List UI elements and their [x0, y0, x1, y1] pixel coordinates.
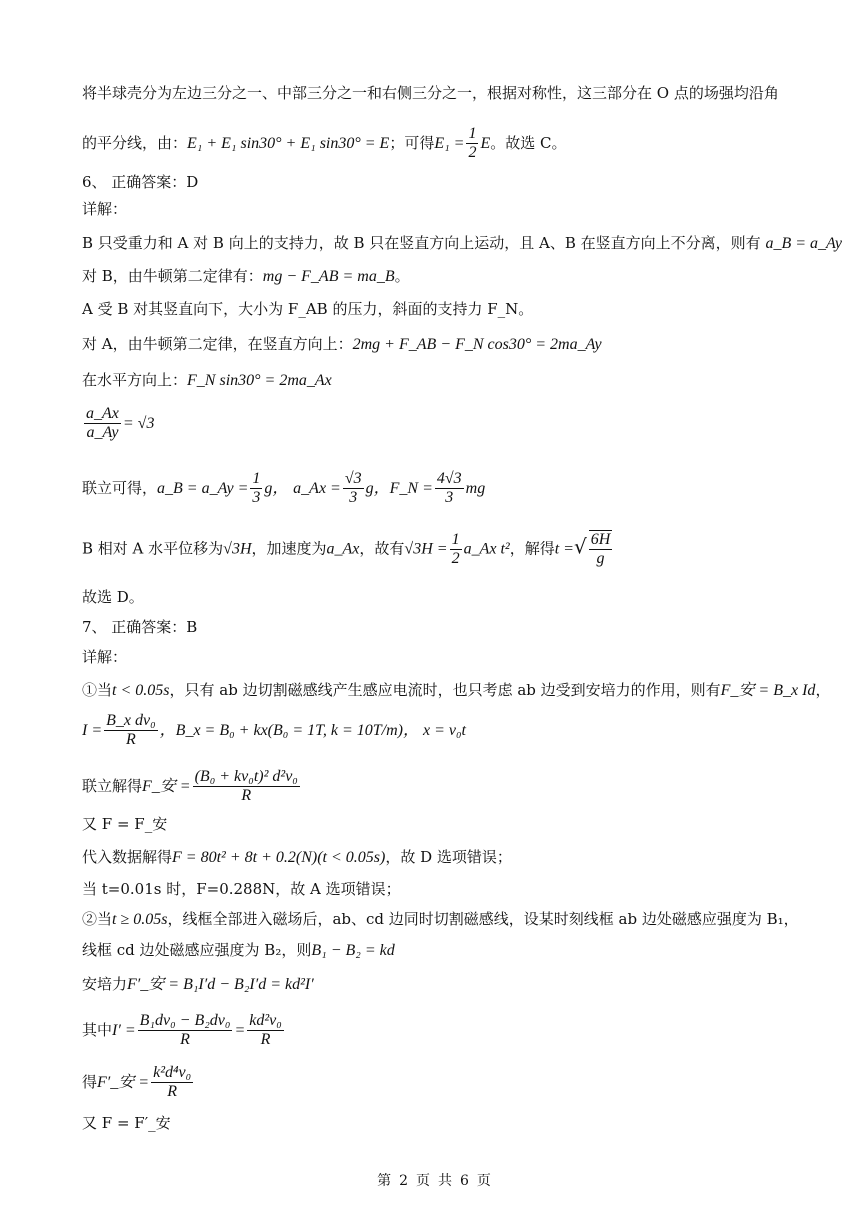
text-line-7e: 代入数据解得F = 80t² + 8t + 0.2(N)(t < 0.05s)，故 D 选项错误；: [82, 848, 512, 866]
text-line-7i: 安培力F′_安 = B₁I′d − B₂I′d = kd²I′: [82, 975, 314, 993]
text-line-1: 将半球壳分为左边三分之一、中部三分之一和右侧三分之一，根据对称性，这三部分在 O 点的场强均沿角: [82, 84, 779, 102]
text-line-6a: B 只受重力和 A 对 B 向上的支持力，故 B 只在竖直方向上运动，且 A、B 在竖直方向上不分离，则有 a_B = a_Ay: [82, 234, 843, 252]
fraction: $\frac{\text{B\_x dv₀}}{R}$: [106, 712, 156, 749]
text-line-7j: 其中I′ = $\frac{\text{B₁dv₀ − B₂dv₀}}{R}$ = $\frac{\text{kd²v₀}}{R}$: [82, 1012, 282, 1049]
text-line-7k: 得F′_安 = $\frac{\text{k²d⁴v₀}}{R}$: [82, 1064, 192, 1101]
text-line-6f: $\frac{a\_Ax}{a\_Ay}$ = √3: [86, 405, 155, 442]
answer-6-heading: 6、 正确答案：D: [82, 173, 199, 191]
fraction: $\frac{1}{2}$: [468, 125, 477, 162]
text-line-6d: 对 A，由牛顿第二定律，在竖直方向上：2mg + F_AB − F_N cos30° = 2ma_Ay: [82, 335, 602, 353]
sqrt-fraction: $\frac{6H}{g}$: [590, 531, 611, 568]
text-line-7f: 当 t=0.01s 时，F=0.288N，故 A 选项错误；: [82, 880, 401, 898]
fraction: $\frac{a\_Ax}{a\_Ay}$: [86, 405, 119, 442]
text-line-6i: 故选 D。: [82, 588, 144, 606]
fraction: $\frac{\text{B₁dv₀ − B₂dv₀}}{R}$: [139, 1012, 231, 1049]
detail-label-6: 详解：: [82, 200, 128, 218]
fraction: $\frac{1}{3}$: [252, 470, 261, 507]
fraction: $\frac{√3}{3}$: [344, 470, 362, 507]
text-line-6e: 在水平方向上：F_N sin30° = 2ma_Ax: [82, 371, 332, 389]
text-line-7c: 联立解得F_安 = $\frac{\text{(B₀ + kv₀t)² d²v₀}}{R}$: [82, 768, 298, 805]
fraction: $\frac{1}{2}$: [451, 530, 460, 567]
text-line-7a: ①当t < 0.05s，只有 ab 边切割磁感线产生感应电流时，也只考虑 ab 边受到安培力的作用，则有F_安 = B_x Id，: [82, 681, 831, 699]
text-line-7b: I = $\frac{\text{B\_x dv₀}}{R}$ ，B_x = B₀ + kx(B₀ = 1T, k = 10T/m)， x = v₀t: [82, 712, 466, 749]
page-total: 6: [460, 1173, 469, 1189]
fraction: $\frac{\text{k²d⁴v₀}}{R}$: [153, 1064, 192, 1101]
answer-7-heading: 7、 正确答案：B: [82, 618, 198, 636]
fraction: $\frac{4√3}{3}$: [436, 470, 462, 507]
text-line-7g: ②当t ≥ 0.05s，线框全部进入磁场后，ab、cd 边同时切割磁感线，设某时刻线框 ab 边处磁感应强度为 B₁，: [82, 910, 799, 928]
text-line-7d: 又 F = F_安: [82, 815, 168, 833]
text-line-7h: 线框 cd 边处磁感应强度为 B₂，则B₁ − B₂ = kd: [82, 941, 395, 959]
equation: E₁ + E₁ sin30° + E₁ sin30° = E: [187, 134, 390, 152]
page-footer: 第 2 页 共 6 页: [377, 1173, 491, 1189]
fraction: $\frac{\text{kd²v₀}}{R}$: [249, 1012, 282, 1049]
fraction: $\frac{\text{(B₀ + kv₀t)² d²v₀}}{R}$: [194, 768, 298, 805]
text-line-7l: 又 F = F′_安: [82, 1114, 171, 1132]
detail-label-7: 详解：: [82, 648, 128, 666]
text-line-6g: 联立可得，a_B = a_Ay = $\frac{1}{3}$ g， a_Ax = $\frac{√3}{3}$ g，F_N = $\frac{4√3}{3}$ mg: [82, 470, 486, 507]
text-line-2: 的平分线，由：E₁ + E₁ sin30° + E₁ sin30° = E；可得E₁ = $\frac{1}{2}$ E。故选 C。: [82, 125, 567, 162]
text-line-6b: 对 B，由牛顿第二定律有：mg − F_AB = ma_B。: [82, 267, 410, 285]
page-number: 2: [399, 1173, 408, 1189]
text-line-6c: A 受 B 对其竖直向下，大小为 F_AB 的压力，斜面的支持力 F_N。: [82, 300, 534, 318]
text-line-6h: B 相对 A 水平位移为√3H，加速度为a_Ax，故有√3H = $\frac{1}{2}$ a_Ax t²，解得t =√ $\frac{6H}{g}$: [82, 530, 611, 568]
